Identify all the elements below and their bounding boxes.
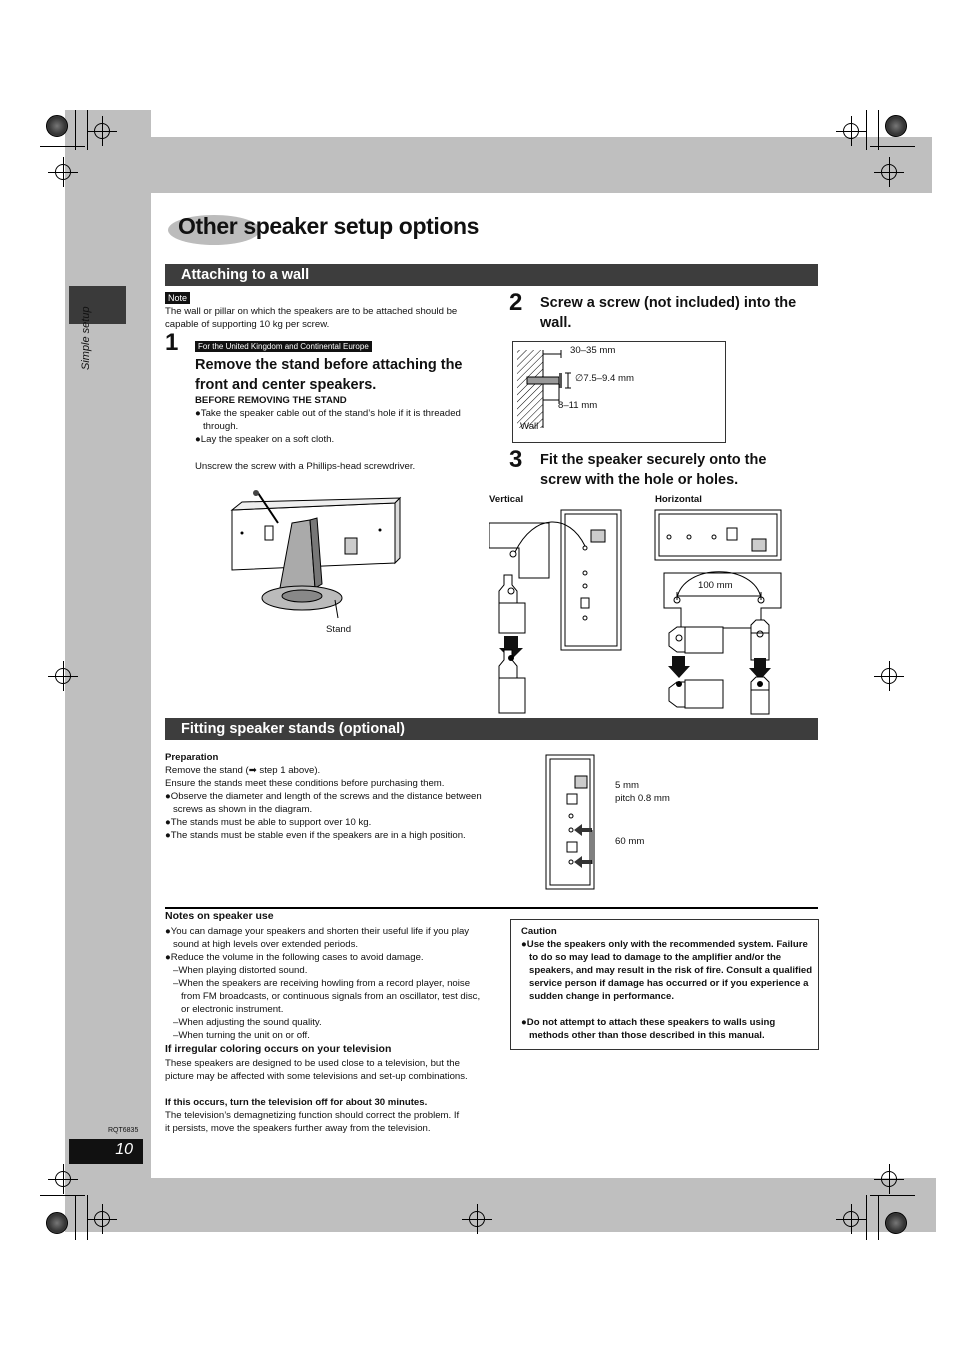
registration-mark [881, 668, 897, 684]
registration-mark [94, 123, 110, 139]
step-1-title: Remove the stand before attaching the front and center speakers. [195, 357, 463, 393]
notes-title: Notes on speaker use [165, 910, 274, 922]
caution-title: Caution [521, 926, 557, 937]
caution-bullet: ●Do not attempt to attach these speakers to walls using methods other than those described in this manual. [521, 1017, 776, 1041]
preparation-bullet: ●Observe the diameter and length of the screws and the distance between screws as shown in the diagram. [165, 791, 482, 815]
stand-arrows [566, 820, 600, 870]
mounting-illustration [489, 508, 789, 718]
page-number: 10 [115, 1141, 133, 1158]
caution-bullet: ●Use the speakers only with the recommended system. Failure to do so may lead to damage to the amplifier and/or the speakers, and may result in the risk of fire. Consult a qualified service person if damage has occurred or if you experience a sudden change in performance. [521, 939, 813, 1002]
top-band [151, 137, 932, 193]
step-1-bullet: ●Take the speaker cable out of the stand’s hole if it is threaded through. [195, 408, 461, 432]
section-heading-stands: Fitting speaker stands (optional) [165, 718, 818, 740]
tv-bold: If this occurs, turn the television off for about 30 minutes. [165, 1097, 428, 1108]
unscrew-instruction: Unscrew the screw with a Phillips-head screwdriver. [195, 461, 416, 472]
registration-mark [55, 668, 71, 684]
stand-dimension-diameter: 5 mm [615, 780, 639, 791]
registration-mark [469, 1211, 485, 1227]
stand-label: Stand [326, 624, 352, 635]
registration-mark [94, 1211, 110, 1227]
step-2-title: Screw a screw (not included) into the wall. [540, 295, 797, 331]
registration-mark [881, 164, 897, 180]
vertical-label: Vertical [489, 494, 524, 505]
registration-mark [881, 1171, 897, 1187]
note-badge: Note [165, 292, 190, 304]
stand-removal-illustration [220, 488, 405, 623]
step-1-subheading: BEFORE REMOVING THE STAND [195, 395, 347, 406]
step-1-bullet: ●Lay the speaker on a soft cloth. [195, 434, 335, 445]
page-title: Other speaker setup options [178, 213, 480, 239]
step-2-number: 2 [509, 289, 523, 316]
step-1-number: 1 [165, 329, 179, 356]
screw-diagram [513, 342, 725, 442]
preparation-title: Preparation [165, 752, 219, 763]
color-disc-icon [885, 1212, 907, 1234]
notes-case: –When the speakers are receiving howling from a record player, noise from FM broadcasts, or continuous signals from an oscillator, test disc, or electronic instrument. [173, 978, 481, 1015]
note-text: The wall or pillar on which the speakers are to be attached should be capable of supporting 10 kg per screw. [165, 306, 458, 330]
notes-bullet: ●You can damage your speakers and shorten their useful life if you play sound at high levels over extended periods. [165, 926, 470, 950]
horizontal-distance: 100 mm [698, 580, 733, 591]
notes-bullet: ●Reduce the volume in the following cases to avoid damage. [165, 952, 424, 963]
tv-text: These speakers are designed to be used close to a television, but the picture may be affected with some televisions and set-up combinations. [165, 1058, 468, 1082]
step-3-number: 3 [509, 446, 523, 473]
notes-case: –When playing distorted sound. [173, 965, 308, 976]
tv-text-2: The television’s demagnetizing function should correct the problem. If it persists, move the speakers further away from the television. [165, 1110, 460, 1134]
preparation-line: Remove the stand (➡ step 1 above). [165, 765, 321, 776]
left-margin-band [65, 110, 151, 1232]
color-disc-icon [885, 115, 907, 137]
registration-mark [843, 1211, 859, 1227]
tv-title: If irregular coloring occurs on your television [165, 1043, 392, 1055]
registration-mark [55, 1171, 71, 1187]
section-heading-wall: Attaching to a wall [165, 264, 818, 286]
caution-box [510, 919, 819, 1050]
color-disc-icon [46, 1212, 68, 1234]
notes-case: –When turning the unit on or off. [173, 1030, 310, 1041]
preparation-bullet: ●The stands must be stable even if the speakers are in a high position. [165, 830, 466, 841]
horizontal-label: Horizontal [655, 494, 702, 505]
screw-diagram-box [512, 341, 726, 443]
section-divider [165, 907, 818, 909]
stand-dimension-pitch: pitch 0.8 mm [615, 793, 670, 804]
document-code: RQT6835 [108, 1127, 139, 1134]
side-tab-marker [69, 286, 126, 324]
preparation-bullet: ●The stands must be able to support over 10 kg. [165, 817, 372, 828]
color-disc-icon [46, 115, 68, 137]
notes-case: –When adjusting the sound quality. [173, 1017, 322, 1028]
registration-mark [843, 123, 859, 139]
side-tab-label: Simple setup [80, 306, 92, 370]
step-3-title: Fit the speaker securely onto the screw with the hole or holes. [540, 452, 767, 488]
region-badge: For the United Kingdom and Continental Europe [195, 341, 372, 352]
stand-dimension-spacing: 60 mm [615, 836, 645, 847]
dimension-diameter: ∅7.5–9.4 mm [575, 373, 635, 384]
bottom-band [151, 1178, 936, 1232]
dimension-length: 30–35 mm [570, 345, 616, 356]
registration-mark [55, 164, 71, 180]
preparation-line: Ensure the stands meet these conditions before purchasing them. [165, 778, 445, 789]
dimension-protrusion: 8–11 mm [558, 400, 598, 411]
wall-label: Wall [520, 421, 539, 432]
